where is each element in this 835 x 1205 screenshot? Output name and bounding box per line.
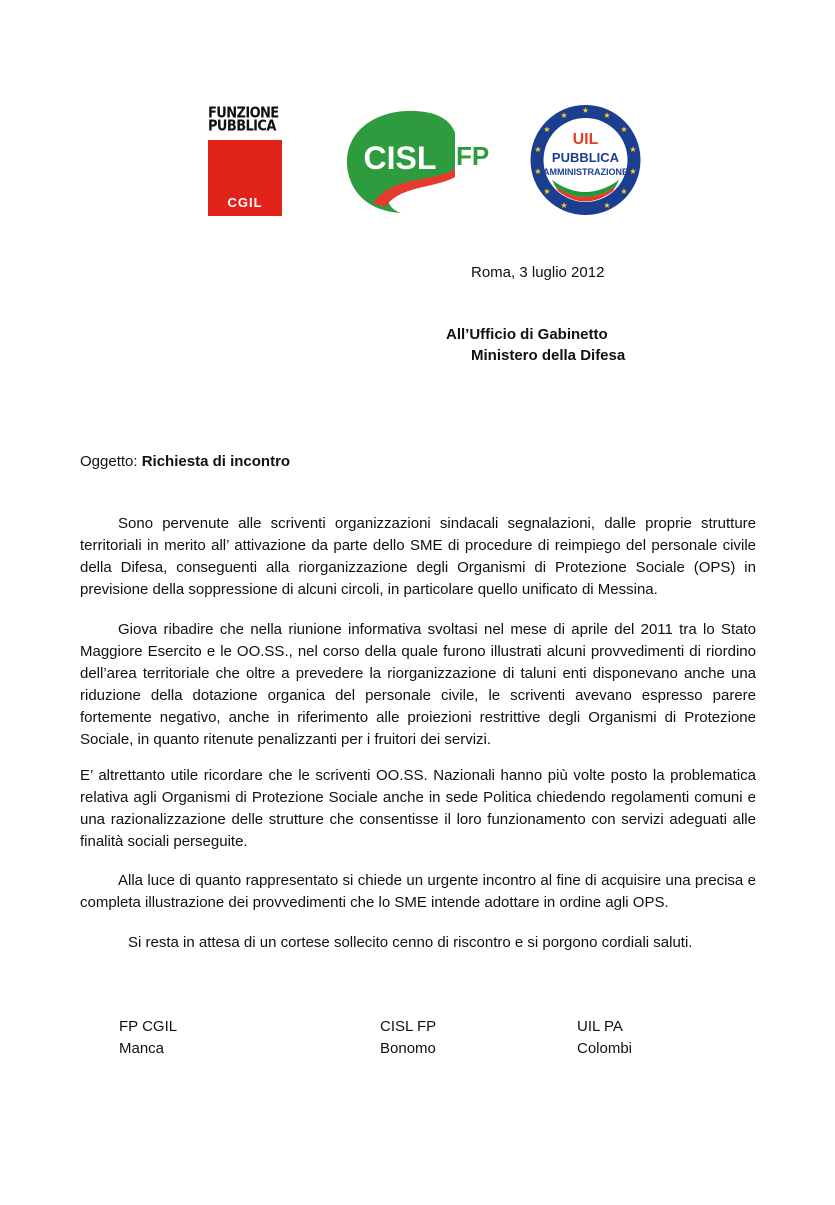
svg-text:★: ★ [560,201,568,210]
signature-name: Manca [119,1040,165,1057]
signature-name: Bonomo [380,1040,436,1057]
uil-logo-line1: PUBBLICA [551,150,620,165]
uil-logo-top: UIL [572,131,599,148]
svg-text:★: ★ [543,125,551,134]
cgil-logo-line1: FUNZIONE [208,104,279,123]
signature-org: CISL FP [380,1018,437,1035]
svg-text:★: ★ [620,125,628,134]
fp-cgil-logo [208,106,284,216]
svg-text:★: ★ [581,106,590,115]
svg-text:★: ★ [534,145,542,154]
svg-text:★: ★ [603,201,611,210]
cgil-logo-box-text: CGIL [227,195,263,210]
cgil-red-box [208,140,282,216]
signature-uil-pa [577,1016,632,1060]
subject-text: Richiesta di incontro [141,453,291,470]
svg-text:★: ★ [603,111,611,120]
recipient-office: All’Ufficio di Gabinetto [446,326,608,343]
letter-date: Roma, 3 luglio 2012 [471,264,605,281]
svg-text:★: ★ [629,167,637,176]
paragraph-1 [80,513,756,601]
signature-cisl-fp [380,1016,436,1060]
paragraph-5-text: Si resta in attesa di un cortese sollecito cenno di riscontro e si porgono cordiali saluti. [128,934,693,951]
cisl-logo-word: CISL [363,140,437,176]
cisl-fp-logo [343,107,493,215]
signature-org: FP CGIL [119,1018,178,1035]
paragraph-5 [80,932,756,954]
svg-text:★: ★ [560,111,568,120]
signature-name: Colombi [577,1040,633,1057]
paragraph-4-text: Alla luce di quanto rappresentato si chiede un urgente incontro al fine di acquisire una precisa e completa illustrazione dei provvedimenti che lo SME intende adottare in ordine agli OPS. [80,872,756,911]
cisl-logo-suffix: FP [456,141,490,171]
svg-text:★: ★ [620,187,628,196]
uil-pa-logo [528,104,643,216]
paragraph-2 [80,619,756,751]
svg-text:★: ★ [534,167,542,176]
paragraph-3-text: E’ altrettanto utile ricordare che le scriventi OO.SS. Nazionali hanno più volte posto la problematica relativa agli Organismi di Protezione Sociale anche in sede Politica chiedendo regolamenti comuni e una razionalizzazione delle strutture che consentisse il loro funzionamento con servizi adeguati alle finalità sociali perseguite. [80,767,756,850]
paragraph-4 [80,870,756,914]
uil-logo-line2: AMMINISTRAZIONE [543,167,628,177]
signature-fp-cgil [119,1016,177,1060]
recipient-ministry: Ministero della Difesa [471,347,626,364]
subject-line [80,451,290,473]
cgil-logo-line2: PUBBLICA [208,117,276,136]
svg-text:★: ★ [543,187,551,196]
svg-text:★: ★ [629,145,637,154]
paragraph-1-text: Sono pervenute alle scriventi organizzazioni sindacali segnalazioni, dalle proprie strutture territoriali in merito all’ attivazione da parte dello SME di procedure di reimpiego del personale civile della Difesa, conseguenti alla riorganizzazione degli Organismi di Protezione Sociale (OPS) in previsione della soppressione di alcuni circoli, in particolare quello unificato di Messina. [80,515,756,598]
signature-org: UIL PA [577,1018,623,1035]
subject-label: Oggetto: [80,453,142,470]
paragraph-3 [80,765,756,853]
paragraph-2-text: Giova ribadire che nella riunione informativa svoltasi nel mese di aprile del 2011 tra lo Stato Maggiore Esercito e le OO.SS., nel corso della quale furono illustrati alcuni provvedimenti di riordino dell’area territoriale che oltre a prevedere la riorganizzazione di taluni enti disponevano anche una riduzione della dotazione organica del personale civile, le scriventi avevano espresso parere fortemente negativo, anche in riferimento alle proiezioni restrittive degli Organismi di Protezione Sociale, in quanto ritenute penalizzanti per i fruitori dei servizi. [80,621,756,748]
